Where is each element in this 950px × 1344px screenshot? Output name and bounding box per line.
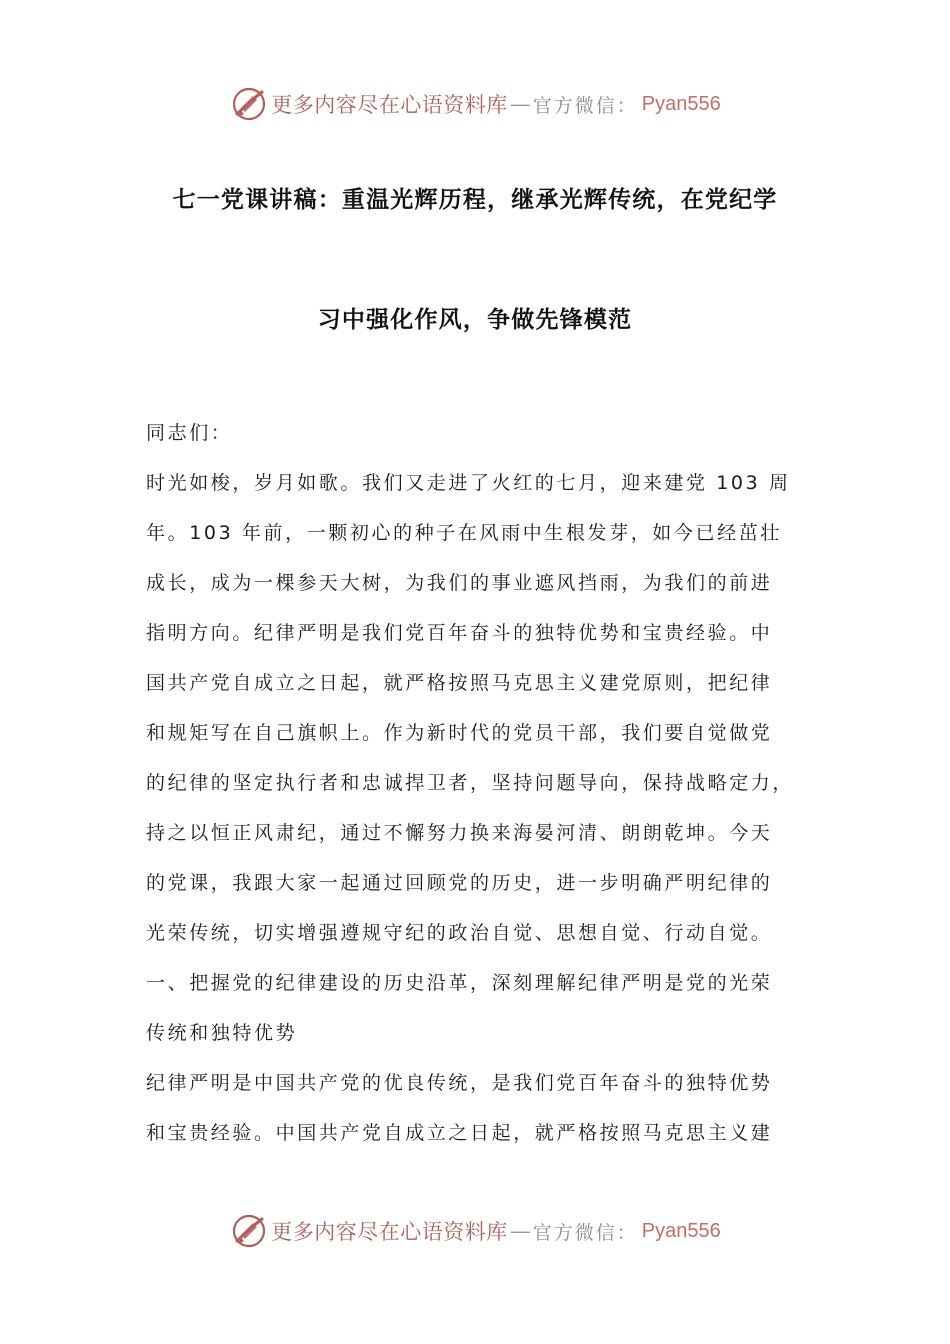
pen-logo-icon	[229, 1211, 269, 1251]
banner-brand-text: 更多内容尽在心语资料库	[271, 93, 508, 117]
body-line: 的纪律的坚定执行者和忠诚捍卫者，坚持问题导向，保持战略定力，	[146, 772, 795, 794]
body-line: 纪律严明是中国共产党的优良传统，是我们党百年奋斗的独特优势	[146, 1072, 773, 1094]
body-line: 和宝贵经验。中国共产党自成立之日起，就严格按照马克思主义建	[146, 1122, 773, 1144]
body-line: 指明方向。纪律严明是我们党百年奋斗的独特优势和宝贵经验。中	[146, 622, 773, 644]
banner-brand-text: 更多内容尽在心语资料库	[271, 1220, 508, 1244]
body-line: 和规矩写在自己旗帜上。作为新时代的党员干部，我们要自觉做党	[146, 722, 773, 744]
body-line: 持之以恒正风肃纪，通过不懈努力换来海晏河清、朗朗乾坤。今天	[146, 822, 773, 844]
banner-wechat-id: Pyan556	[641, 1219, 721, 1242]
salutation: 同志们：	[146, 422, 233, 444]
banner-wechat-id: Pyan556	[641, 92, 721, 115]
header-banner	[0, 80, 950, 128]
pen-logo-icon	[229, 84, 269, 124]
banner-separator: —	[509, 1219, 531, 1243]
document-title-line-1: 七一党课讲稿：重温光辉历程，继承光辉传统，在党纪学	[172, 187, 778, 213]
document-title-line-2: 习中强化作风，争做先锋模范	[317, 307, 633, 333]
section-heading-line: 一、把握党的纪律建设的历史沿革，深刻理解纪律严明是党的光荣	[146, 972, 773, 994]
banner-official-label: 官方微信：	[532, 1221, 638, 1244]
body-line: 国共产党自成立之日起，就严格按照马克思主义建党原则，把纪律	[146, 672, 773, 694]
banner-official-label: 官方微信：	[532, 94, 638, 117]
body-line: 成长，成为一棵参天大树，为我们的事业遮风挡雨，为我们的前进	[146, 572, 773, 594]
body-line: 时光如梭，岁月如歌。我们又走进了火红的七月，迎来建党 103 周	[146, 472, 791, 494]
section-heading-line: 传统和独特优势	[146, 1022, 298, 1044]
body-line: 的党课，我跟大家一起通过回顾党的历史，进一步明确严明纪律的	[146, 872, 773, 894]
body-line: 光荣传统，切实增强遵规守纪的政治自觉、思想自觉、行动自觉。	[146, 922, 773, 944]
footer-banner	[0, 1207, 950, 1255]
body-line: 年。103 年前，一颗初心的种子在风雨中生根发芽，如今已经茁壮	[146, 522, 782, 544]
banner-separator: —	[509, 92, 531, 116]
